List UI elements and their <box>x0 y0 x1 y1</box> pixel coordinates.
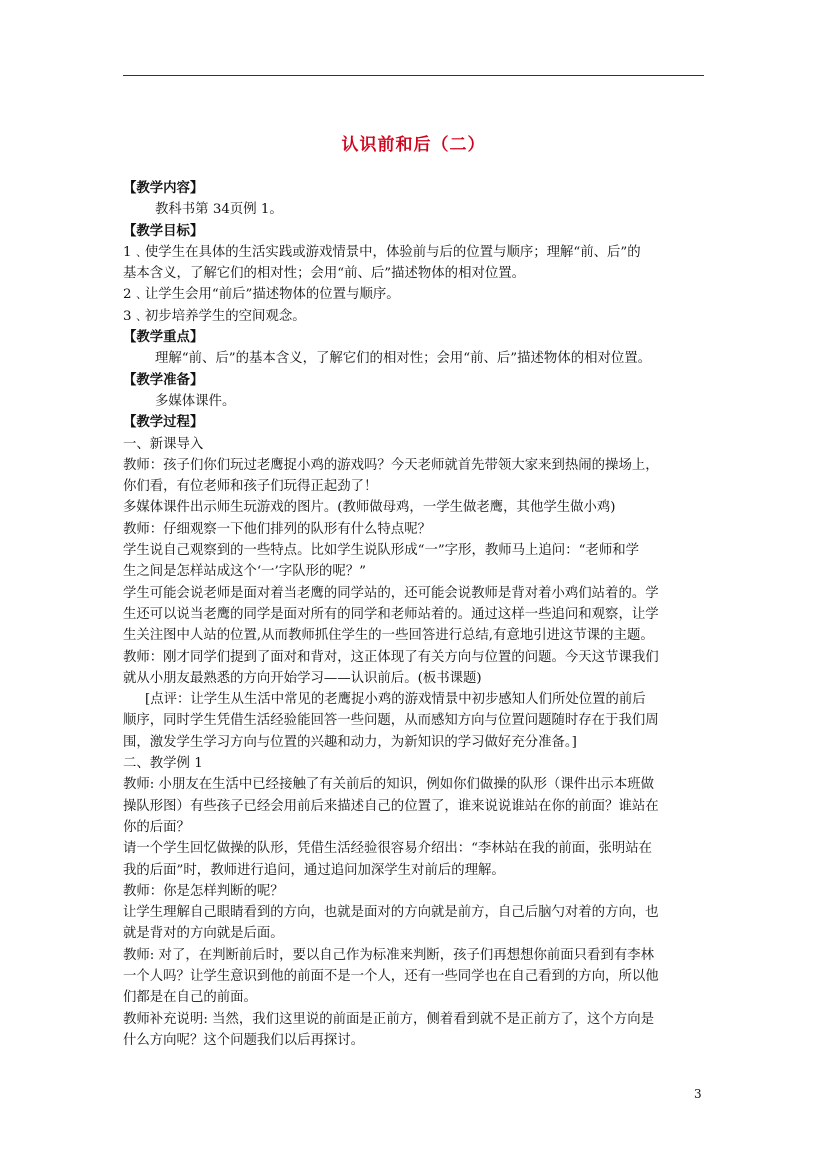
body-line: 我的后面”时，教师进行追问，通过追问加深学生对前后的理解。 <box>123 862 505 878</box>
body-line: 就从小朋友最熟悉的方向开始学习——认识前后。(板书课题) <box>123 670 482 686</box>
section-heading-focus: 【教学重点】 <box>123 329 204 346</box>
body-line: 你的后面？ <box>123 819 190 835</box>
document-body <box>123 178 723 1051</box>
body-line: 学生说自己观察到的一些特点。比如学生说队形成“一”字形，教师马上追问：“老师和学 <box>123 543 639 559</box>
document-title: 认识前和后（二） <box>341 135 486 155</box>
body-line: 学生可能会说老师是面对着当老鹰的同学站的，还可能会说教师是背对着小鸡们站着的。学 <box>123 585 659 601</box>
section-heading-goals: 【教学目标】 <box>123 222 204 239</box>
subheading: 二、教学例 1 <box>123 756 203 772</box>
body-line: 什么方向呢？这个问题我们以后再探讨。 <box>123 1032 365 1048</box>
body-line: 生关注图中人站的位置,从而教师抓住学生的一些回答进行总结,有意地引进这节课的主题。 <box>123 628 654 644</box>
section-heading-process: 【教学过程】 <box>123 414 204 431</box>
body-line: 你们看，有位老师和孩子们玩得正起劲了！ <box>123 479 378 495</box>
body-line: 教科书第 34页例 1。 <box>155 202 283 218</box>
body-line: 教师：孩子们你们玩过老鹰捉小鸡的游戏吗？今天老师就首先带领大家来到热闹的操场上， <box>123 457 659 473</box>
section-heading-content: 【教学内容】 <box>123 180 204 196</box>
body-line: 教师：仔细观察一下他们排列的队形有什么特点呢？ <box>123 521 431 537</box>
section-heading-prep: 【教学准备】 <box>123 371 204 388</box>
body-line: 教师补充说明: 当然，我们这里说的前面是正前方，侧着看到就不是正前方了，这个方向是 <box>123 1011 654 1027</box>
body-line: 多媒体课件。 <box>155 393 236 409</box>
comment-line: 顺序，同时学生凭借生活经验能回答一些问题，从而感知方向与位置问题随时存在于我们周 <box>123 713 659 729</box>
page-number: 3 <box>694 1087 702 1101</box>
body-line: 生之间是怎样站成这个‘一’字队形的呢？” <box>123 564 366 580</box>
body-line: 操队形图）有些孩子已经会用前后来描述自己的位置了，谁来说说谁站在你的前面？谁站在 <box>123 798 659 814</box>
body-line: 多媒体课件出示师生玩游戏的图片。(教师做母鸡，一学生做老鹰，其他学生做小鸡) <box>123 500 616 516</box>
body-line: 2﹑让学生会用“前后”描述物体的位置与顺序。 <box>123 287 400 303</box>
body-line: 1﹑使学生在具体的生活实践或游戏情景中，体验前与后的位置与顺序；理解“前、后”的 <box>123 244 641 260</box>
body-line: 请一个学生回忆做操的队形，凭借生活经验很容易介绍出：“李林站在我的前面，张明站在 <box>123 841 653 857</box>
body-line: 教师: 小朋友在生活中已经接触了有关前后的知识，例如你们做操的队形（课件出示本班做 <box>123 777 654 793</box>
body-line: 基本含义，了解它们的相对性；会用“前、后”描述物体的相对位置。 <box>123 266 526 282</box>
body-line: 一个人吗？让学生意识到他的前面不是一个人，还有一些同学也在自己看到的方向，所以他 <box>123 968 659 984</box>
comment-line: [点评：让学生从生活中常见的老鹰捉小鸡的游戏情景中初步感知人们所处位置的前后 <box>145 692 646 708</box>
body-line: 教师：刚才同学们提到了面对和背对，这正体现了有关方向与位置的问题。今天这节课我们 <box>123 649 659 665</box>
body-line: 理解“前、后”的基本含义，了解它们的相对性；会用“前、后”描述物体的相对位置。 <box>155 351 652 367</box>
header-rule <box>123 75 704 76</box>
body-line: 让学生理解自己眼睛看到的方向，也就是面对的方向就是前方，自己后脑勺对着的方向，也 <box>123 905 659 921</box>
comment-line: 围，激发学生学习方向与位置的兴趣和动力，为新知识的学习做好充分准备。] <box>123 734 577 750</box>
subheading: 一、新课导入 <box>123 436 204 452</box>
body-line: 们都是在自己的前面。 <box>123 990 257 1006</box>
body-line: 生还可以说当老鹰的同学是面对所有的同学和老师站着的。通过这样一些追问和观察，让学 <box>123 606 659 622</box>
body-line: 教师: 对了，在判断前后时，要以自己作为标准来判断，孩子们再想想你前面只看到有李林 <box>123 947 654 963</box>
body-line: 3﹑初步培养学生的空间观念。 <box>123 308 306 324</box>
body-line: 教师：你是怎样判断的呢？ <box>123 883 284 899</box>
body-line: 就是背对的方向就是后面。 <box>123 926 284 942</box>
